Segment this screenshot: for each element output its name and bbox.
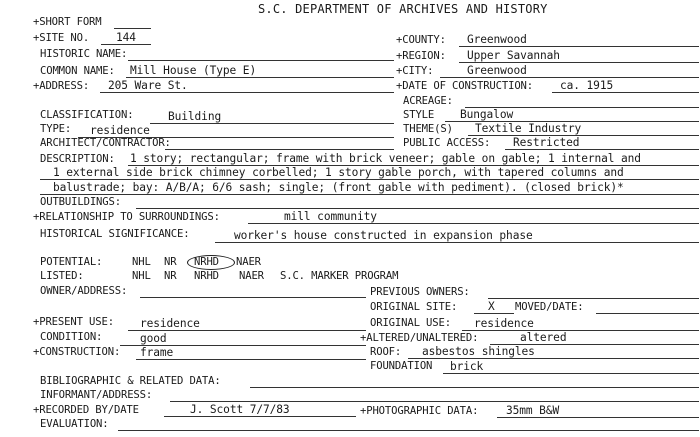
evaluation-line <box>118 430 699 431</box>
outbuildings-label: OUTBUILDINGS: <box>40 196 121 208</box>
relationship-line <box>248 223 699 224</box>
foundation-value: brick <box>450 360 484 373</box>
previous-owners-line <box>488 298 699 299</box>
type-label: TYPE: <box>40 123 72 135</box>
moved-date-line <box>596 313 699 314</box>
photographic-data-line <box>497 417 699 418</box>
historic-name-label: HISTORIC NAME: <box>40 48 128 60</box>
present-use-value: residence <box>140 317 200 330</box>
common-name-label: COMMON NAME: <box>40 65 115 77</box>
classification-value: Building <box>168 110 222 123</box>
foundation-label: FOUNDATION <box>370 360 433 372</box>
bibliographic-line <box>250 387 699 388</box>
themes-line <box>468 135 699 136</box>
photographic-data-value: 35mm B&W <box>506 404 560 417</box>
form-title: S.C. DEPARTMENT OF ARCHIVES AND HISTORY <box>258 2 548 16</box>
architect-line <box>165 149 394 150</box>
county-value: Greenwood <box>467 33 527 46</box>
site-no-value: 144 <box>116 31 136 44</box>
condition-value: good <box>140 332 167 345</box>
county-line <box>459 46 699 47</box>
listed-nrhd: NRHD <box>194 270 219 282</box>
historic-name-line <box>128 60 394 61</box>
date-of-construction-value: ca. 1915 <box>560 79 614 92</box>
description-line-2: 1 external side brick chimney corbelled; 1 story gable porch, with tapered columns and <box>53 166 624 179</box>
significance-value: worker's house constructed in expansion phase <box>234 229 533 242</box>
significance-label: HISTORICAL SIGNIFICANCE: <box>40 228 190 240</box>
public-access-value: Restricted <box>513 136 580 149</box>
potential-nrhd: NRHD <box>194 256 219 268</box>
architect-label: ARCHITECT/CONTRACTOR: <box>40 137 171 149</box>
altered-label: +ALTERED/UNALTERED: <box>360 332 479 344</box>
potential-naer: NAER <box>236 256 261 268</box>
description-label: DESCRIPTION: <box>40 153 115 165</box>
relationship-value: mill community <box>284 210 377 223</box>
present-use-line <box>128 330 366 331</box>
original-use-label: ORIGINAL USE: <box>370 317 451 329</box>
present-use-label: +PRESENT USE: <box>33 316 114 328</box>
style-value: Bungalow <box>460 108 514 121</box>
recorded-by-label: +RECORDED BY/DATE <box>33 404 139 416</box>
region-line <box>459 62 699 63</box>
site-no-line <box>101 44 151 45</box>
construction-label: +CONSTRUCTION: <box>33 346 121 358</box>
evaluation-label: EVALUATION: <box>40 418 109 430</box>
potential-nr: NR <box>164 256 177 268</box>
potential-nhl: NHL <box>132 256 151 268</box>
acreage-label: ACREAGE: <box>403 95 453 107</box>
description-line-3: balustrade; bay: A/B/A; 6/6 sash; single; (front gable with pediment). (closed brick)* <box>53 181 624 194</box>
construction-line <box>136 359 366 360</box>
condition-label: CONDITION: <box>40 331 103 343</box>
roof-label: ROOF: <box>370 346 402 358</box>
original-use-line <box>462 330 699 331</box>
short-form-label: +SHORT FORM <box>33 16 102 28</box>
foundation-line <box>443 373 699 374</box>
city-label: +CITY: <box>396 65 434 77</box>
style-label: STYLE <box>403 109 435 121</box>
potential-label: POTENTIAL: <box>40 256 103 268</box>
short-form-line <box>114 28 151 29</box>
owner-address-label: OWNER/ADDRESS: <box>40 285 128 297</box>
previous-owners-label: PREVIOUS OWNERS: <box>370 286 470 298</box>
common-name-value: Mill House (Type E) <box>130 64 257 77</box>
original-site-value: X <box>488 300 495 313</box>
significance-line <box>215 242 699 243</box>
roof-line <box>408 358 699 359</box>
listed-sc-marker: S.C. MARKER PROGRAM <box>280 270 399 282</box>
recorded-by-value: J. Scott 7/7/83 <box>190 403 290 416</box>
region-value: Upper Savannah <box>467 49 560 62</box>
description-line-1: 1 story; rectangular; frame with brick veneer; gable on gable; 1 internal and <box>130 152 641 165</box>
nrhd-circle-mark <box>187 255 235 270</box>
description-rule-2 <box>40 179 699 180</box>
city-line <box>440 77 699 78</box>
city-value: Greenwood <box>467 64 527 77</box>
description-rule-3 <box>40 194 699 195</box>
informant-label: INFORMANT/ADDRESS: <box>40 389 153 401</box>
altered-value: altered <box>520 331 567 344</box>
themes-value: Textile Industry <box>475 122 582 135</box>
original-site-label: ORIGINAL SITE: <box>370 301 458 313</box>
listed-naer: NAER <box>239 270 264 282</box>
relationship-label: +RELATIONSHIP TO SURROUNDINGS: <box>33 211 220 223</box>
original-use-value: residence <box>474 317 534 330</box>
date-line <box>552 92 699 93</box>
address-label: +ADDRESS: <box>33 80 90 92</box>
informant-line <box>170 401 699 402</box>
classification-line <box>150 123 394 124</box>
classification-label: CLASSIFICATION: <box>40 109 134 121</box>
region-label: +REGION: <box>396 50 446 62</box>
photographic-data-label: +PHOTOGRAPHIC DATA: <box>360 405 479 417</box>
listed-nr: NR <box>164 270 177 282</box>
recorded-by-line <box>164 416 356 417</box>
date-of-construction-label: +DATE OF CONSTRUCTION: <box>396 80 534 92</box>
county-label: +COUNTY: <box>396 34 446 46</box>
type-value: residence <box>90 124 150 137</box>
construction-value: frame <box>140 346 174 359</box>
outbuildings-line <box>136 208 699 209</box>
public-access-line <box>505 149 699 150</box>
site-no-label: +SITE NO. <box>33 32 90 44</box>
listed-nhl: NHL <box>132 270 151 282</box>
listed-label: LISTED: <box>40 270 84 282</box>
roof-value: asbestos shingles <box>422 345 535 358</box>
common-name-line <box>126 77 394 78</box>
original-site-line <box>474 313 514 314</box>
address-line <box>100 92 394 93</box>
moved-date-label: MOVED/DATE: <box>515 301 584 313</box>
owner-address-line <box>140 297 366 298</box>
bibliographic-label: BIBLIOGRAPHIC & RELATED DATA: <box>40 375 221 387</box>
address-value: 205 Ware St. <box>108 79 188 92</box>
themes-label: THEME(S) <box>403 123 453 135</box>
public-access-label: PUBLIC ACCESS: <box>403 137 491 149</box>
